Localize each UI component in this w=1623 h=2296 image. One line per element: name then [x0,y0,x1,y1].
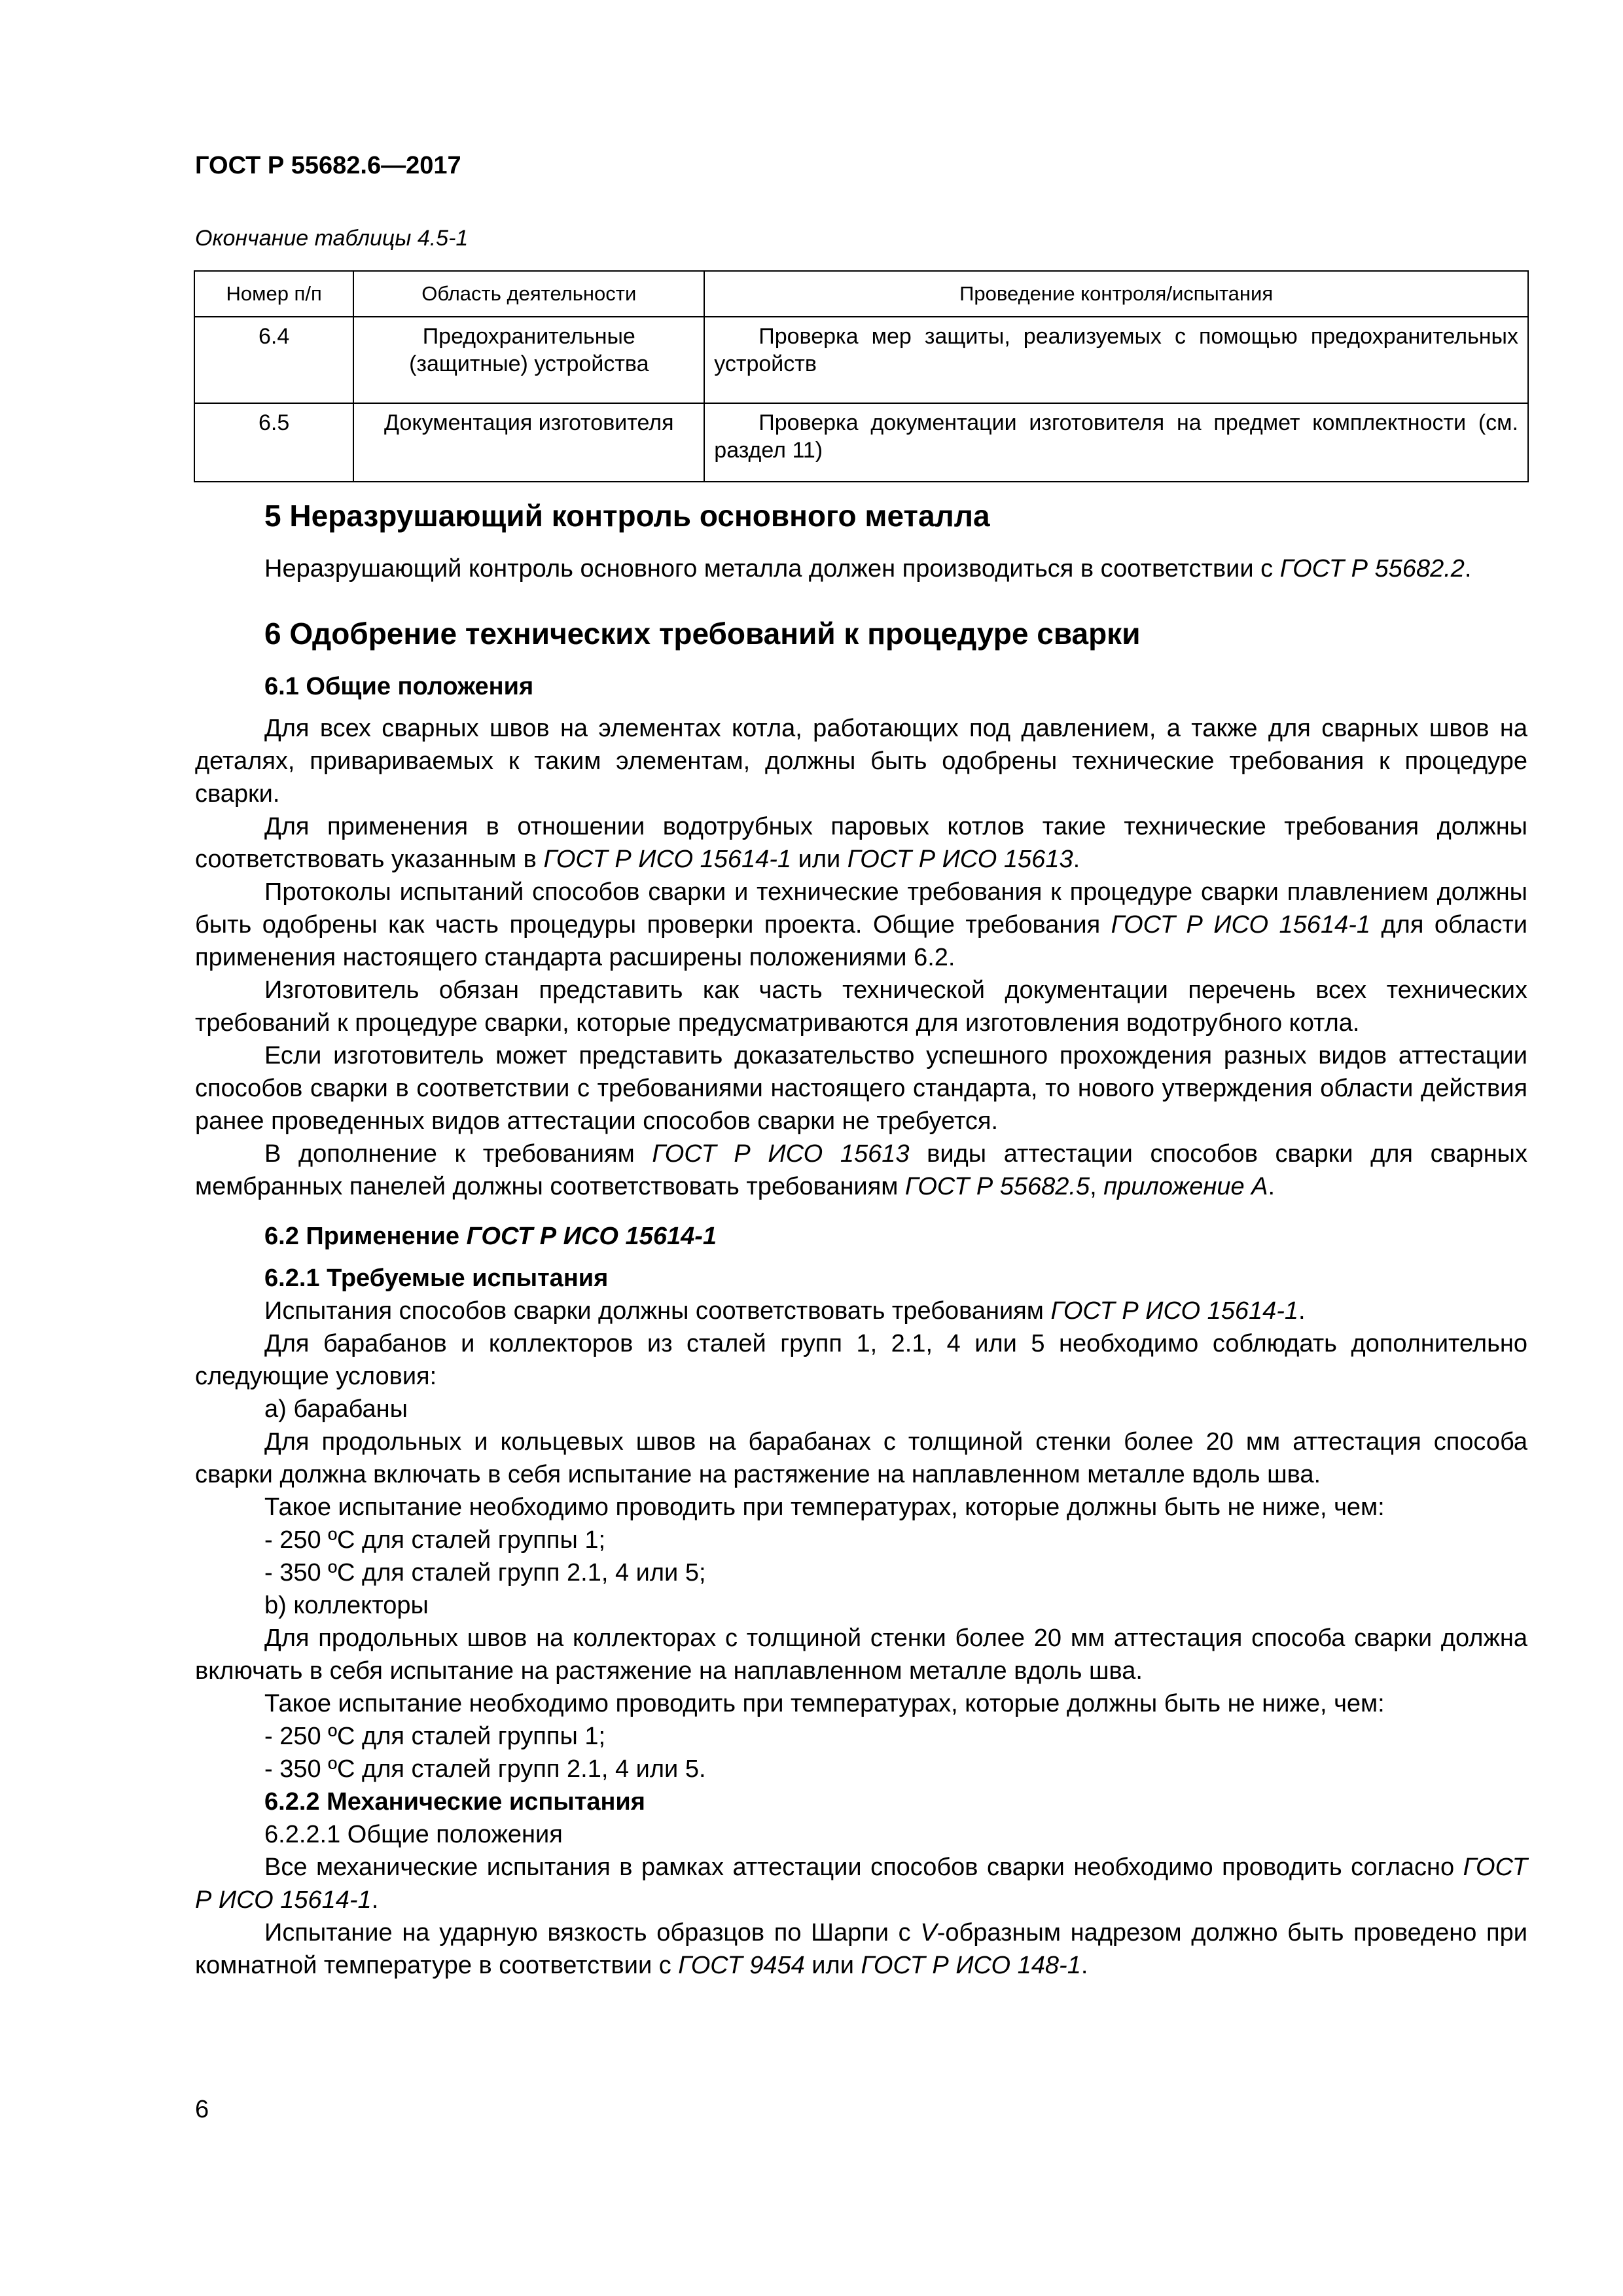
section-6-2-2-title: 6.2.2 Механические испытания [264,1788,645,1816]
list-item-drums: а) барабаны [264,1395,408,1423]
section-6-2-title: 6.2 Применение ГОСТ Р ИСО 15614-1 [264,1223,717,1250]
table-4-5-1 [194,270,1529,482]
paragraph: Для продольных и кольцевых швов на барабанах с толщиной стенки более 20 мм аттестация способа сварки должна включать в себя испытание на растяжение на наплавленном металле вдоль шва. [195,1428,1527,1488]
standard-reference: ГОСТ Р ИСО 15614-1 [543,846,792,873]
paragraph: Изготовитель обязан представить как часть технической документации перечень всех технических требований к процедуре сварки, которые предусматриваются для изготовления водотрубного котла. [195,977,1527,1037]
paragraph: Испытание на ударную вязкость образцов по Шарпи с V-образным надрезом должно быть проведено при комнатной температуре в соответствии с ГОСТ 9454 или ГОСТ Р ИСО 148-1. [195,1919,1527,1979]
standard-reference: ГОСТ Р ИСО 15614-1 [1111,911,1370,939]
page-number: 6 [195,2096,209,2123]
notch-type: V [920,1919,937,1946]
column-header-area: Область деятельности [353,271,704,317]
row-number: 6.5 [194,403,353,482]
paragraph: Такое испытание необходимо проводить при температурах, которые должны быть не ниже, чем: [264,1690,1385,1717]
section-6-title: 6 Одобрение технических требований к процедуре сварки [264,617,1141,651]
temperature-item: - 250 ºС для сталей группы 1; [264,1723,606,1750]
row-control: Проверка документации изготовителя на предмет комплектности (см. раздел 11) [704,403,1528,482]
standard-reference: ГОСТ Р 55682.5 [904,1173,1090,1200]
column-header-control: Проведение контроля/испытания [704,271,1528,317]
document-body [195,496,1527,1982]
standard-reference: ГОСТ Р ИСО 15614-1 [1050,1297,1299,1325]
row-area: Документация изготовителя [353,403,704,482]
row-area: Предохранительные (защитные) устройства [353,317,704,403]
paragraph: Для всех сварных швов на элементах котла, работающих под давлением, а также для сварных швов на деталях, привариваемых к таким элементам, должны быть одобрены технические требования к процедуре сварки. [195,715,1527,808]
paragraph: Для барабанов и коллекторов из сталей групп 1, 2.1, 4 или 5 необходимо соблюдать дополнительно следующие условия: [195,1330,1527,1390]
paragraph: Такое испытание необходимо проводить при температурах, которые должны быть не ниже, чем: [264,1494,1385,1521]
list-item-headers: b) коллекторы [264,1592,429,1619]
paragraph: Протоколы испытаний способов сварки и технические требования к процедуре сварки плавлением должны быть одобрены как часть процедуры проверки проекта. Общие требования ГОСТ Р ИСО 15614-1 для области применения настоящего стандарта расширены положениями 6.2. [195,878,1527,971]
paragraph: Если изготовитель может представить доказательство успешного прохождения разных видов аттестации способов сварки в соответствии с требованиями настоящего стандарта, то нового утверждения области действия ранее проведенных видов аттестации способов сварки не требуется. [195,1042,1527,1135]
table-caption: Окончание таблицы 4.5-1 [195,226,469,251]
table-header-row [194,271,1528,317]
standard-reference: ГОСТ Р ИСО 15614-1 [195,1854,1527,1914]
paragraph: Все механические испытания в рамках аттестации способов сварки необходимо проводить согласно ГОСТ Р ИСО 15614-1. [195,1854,1527,1914]
document-header: ГОСТ Р 55682.6—2017 [195,152,461,179]
table-row [194,317,1528,403]
temperature-item: - 250 ºС для сталей группы 1; [264,1526,606,1554]
standard-reference: ГОСТ Р ИСО 148-1 [861,1952,1081,1979]
annex-reference: приложение А [1103,1173,1268,1200]
standard-reference: ГОСТ Р 55682.2 [1279,555,1465,583]
section-5-title: 5 Неразрушающий контроль основного металла [264,499,990,533]
standard-reference: ГОСТ Р ИСО 15613 [847,846,1073,873]
paragraph: Для применения в отношении водотрубных паровых котлов такие технические требования должны соответствовать указанным в ГОСТ Р ИСО 15614-1 или ГОСТ Р ИСО 15613. [195,813,1527,873]
section-6-2-1-title: 6.2.1 Требуемые испытания [264,1265,609,1292]
standard-reference: ГОСТ Р ИСО 15614-1 [466,1223,717,1250]
row-control: Проверка мер защиты, реализуемых с помощью предохранительных устройств [704,317,1528,403]
column-header-number: Номер п/п [194,271,353,317]
standard-reference: ГОСТ 9454 [678,1952,805,1979]
paragraph: Испытания способов сварки должны соответствовать требованиям ГОСТ Р ИСО 15614-1. [264,1297,1306,1325]
temperature-item: - 350 ºС для сталей групп 2.1, 4 или 5; [264,1559,706,1587]
standard-reference: ГОСТ Р ИСО 15613 [652,1140,910,1168]
section-6-2-2-1-title: 6.2.2.1 Общие положения [264,1821,563,1848]
section-6-1-title: 6.1 Общие положения [264,673,534,700]
paragraph: Для продольных швов на коллекторах с толщиной стенки более 20 мм аттестация способа сварки должна включать в себя испытание на растяжение на наплавленном металле вдоль шва. [195,1624,1527,1685]
section-5-paragraph: Неразрушающий контроль основного металла должен производиться в соответствии с ГОСТ Р 55682.2. [264,555,1472,583]
table-row [194,403,1528,482]
temperature-item: - 350 ºС для сталей групп 2.1, 4 или 5. [264,1755,706,1783]
row-number: 6.4 [194,317,353,403]
paragraph: В дополнение к требованиям ГОСТ Р ИСО 15613 виды аттестации способов сварки для сварных мембранных панелей должны соответствовать требованиям ГОСТ Р 55682.5, приложение А. [195,1140,1527,1200]
